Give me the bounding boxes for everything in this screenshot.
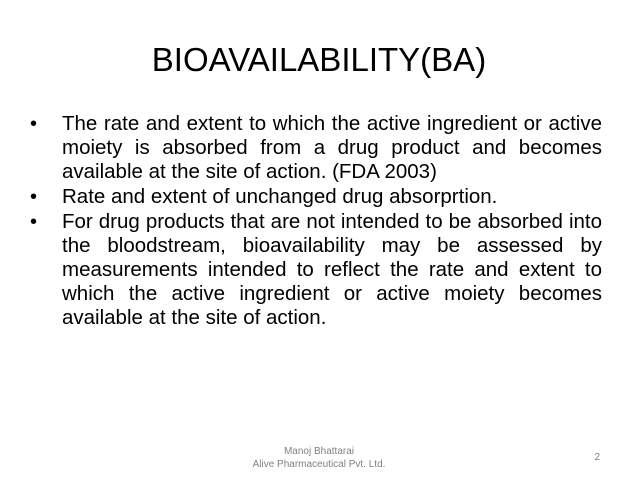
bullet-item [30,210,602,330]
bullet-text: Rate and extent of unchanged drug absorprtion. [62,185,498,208]
bullet-icon: • [30,186,38,208]
slide-title: BIOAVAILABILITY(BA) [151,41,487,78]
footer-author: Manoj Bhattarai [283,446,355,457]
bullet-text: For drug products that are not intended to be absorbed into the bloodstream, bioavailability may be assessed by measurements intended to reflect the rate and extent to which the active ingredient or active moiety becomes available at the site of action. [62,210,602,329]
bullet-item [30,185,602,209]
footer-organization: Alive Pharmaceutical Pvt. Ltd. [252,459,386,470]
bullet-item [30,112,602,184]
bullet-icon: • [30,113,38,135]
bullet-icon: • [30,211,38,233]
bullet-list [30,112,602,331]
footer [0,445,638,471]
bullet-text: The rate and extent to which the active ingredient or active moiety is absorbed from a drug product and becomes available at the site of action. (FDA 2003) [62,112,602,183]
page-number: 2 [594,452,600,463]
